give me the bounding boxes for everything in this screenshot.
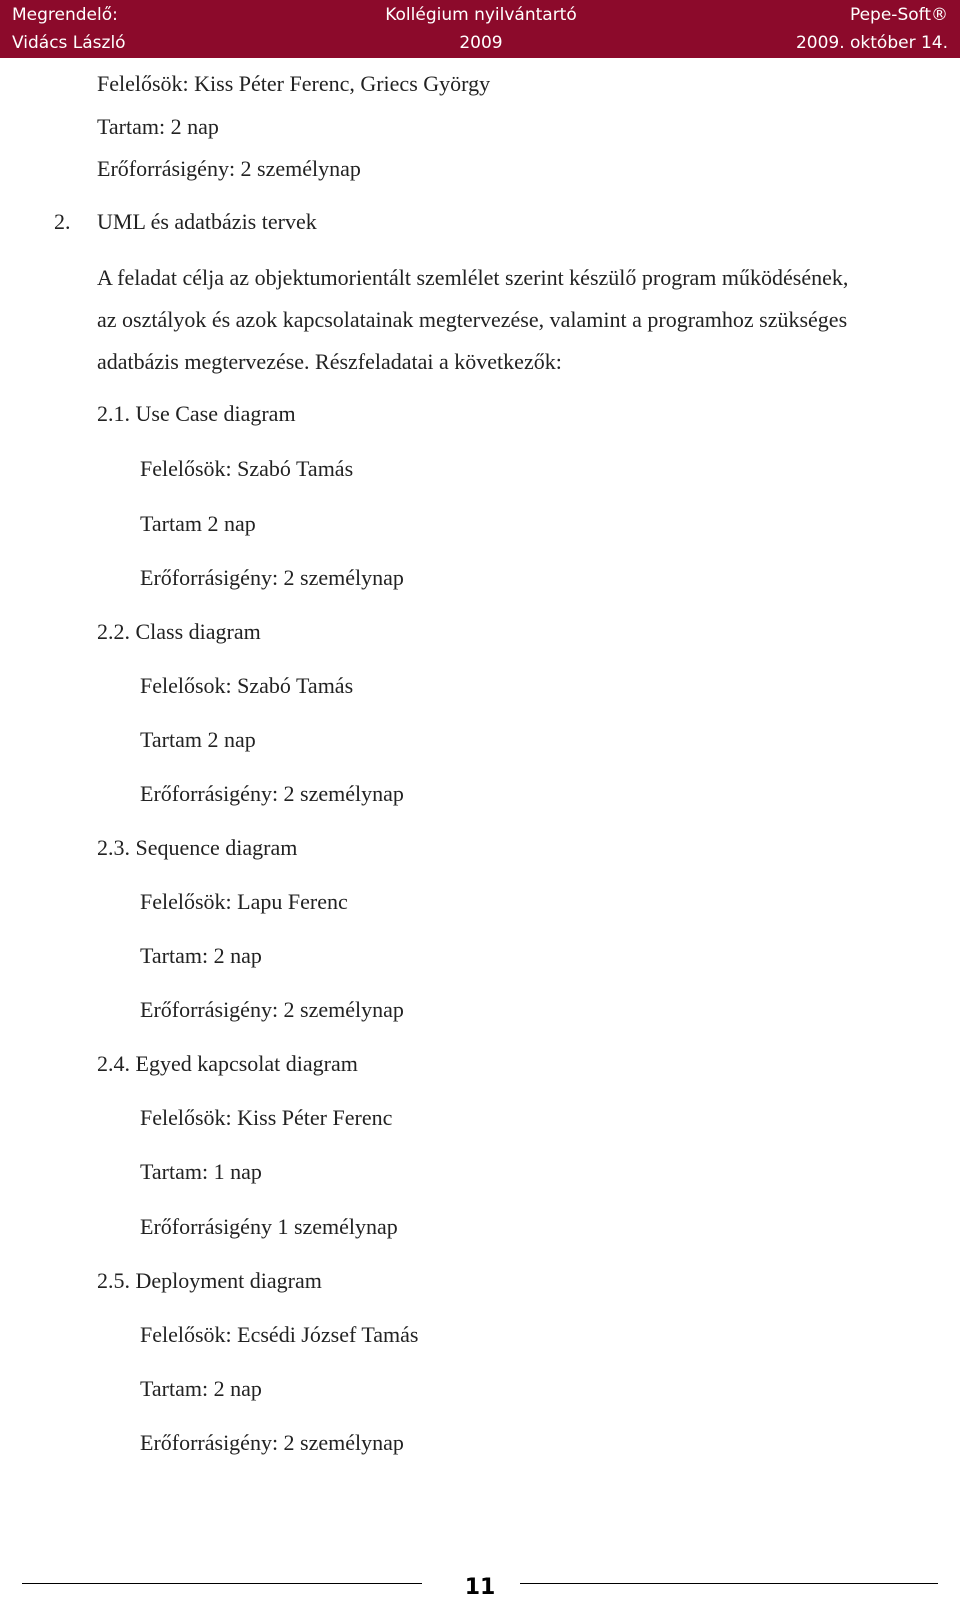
subtask-duration: Tartam: 2 nap [140,1376,262,1401]
subtask-responsible: Felelősok: Szabó Tamás [140,673,354,698]
header-date: 2009. október 14. [795,33,948,53]
section-2-title: UML és adatbázis tervek [97,209,317,234]
section-2-description-line-3: adatbázis megtervezése. Részfeladatai a következők: [97,349,562,374]
footer-rule-left [22,1583,422,1584]
intro-responsible: Felelősök: Kiss Péter Ferenc, Griecs György [97,71,491,96]
subtask-responsible: Felelősök: Szabó Tamás [140,456,354,481]
subtask-duration: Tartam: 2 nap [140,943,262,968]
header-client-label: Megrendelő: [12,5,118,25]
subtask-heading: 2.4. Egyed kapcsolat diagram [97,1051,358,1076]
section-2-number: 2. [54,209,71,234]
subtask-duration: Tartam 2 nap [140,727,256,752]
subtask-duration: Tartam: 1 nap [140,1159,262,1184]
subtask-heading: 2.2. Class diagram [97,619,261,644]
footer-rule-right [520,1583,938,1584]
header-client-name: Vidács László [12,33,126,53]
header-company-name: Pepe-Soft® [849,5,948,25]
subtask-resource: Erőforrásigény: 2 személynap [140,781,404,806]
intro-duration: Tartam: 2 nap [97,114,219,139]
subtask-responsible: Felelősök: Kiss Péter Ferenc [140,1105,393,1130]
section-2-description-line-2: az osztályok és azok kapcsolatainak megtervezése, valamint a programhoz szükséges [97,307,848,332]
page-header [0,0,960,58]
page-number: 11 [464,1575,496,1600]
subtask-duration: Tartam 2 nap [140,511,256,536]
header-company [796,1,948,57]
header-project-title: Kollégium nyilvántartó [385,5,577,25]
intro-resource: Erőforrásigény: 2 személynap [97,156,361,181]
subtask-resource: Erőforrásigény 1 személynap [140,1214,398,1239]
header-client [12,1,126,57]
header-project [376,1,586,57]
subtask-resource: Erőforrásigény: 2 személynap [140,1430,404,1455]
subtask-heading: 2.3. Sequence diagram [97,835,298,860]
subtask-heading: 2.1. Use Case diagram [97,401,296,426]
subtask-responsible: Felelősök: Ecsédi József Tamás [140,1322,419,1347]
header-project-year: 2009 [459,33,503,53]
subtask-resource: Erőforrásigény: 2 személynap [140,997,404,1022]
subtask-resource: Erőforrásigény: 2 személynap [140,565,404,590]
subtask-heading: 2.5. Deployment diagram [97,1268,322,1293]
subtask-responsible: Felelősök: Lapu Ferenc [140,889,348,914]
section-2-description-line-1: A feladat célja az objektumorientált szemlélet szerint készülő program működésének, [97,265,849,290]
